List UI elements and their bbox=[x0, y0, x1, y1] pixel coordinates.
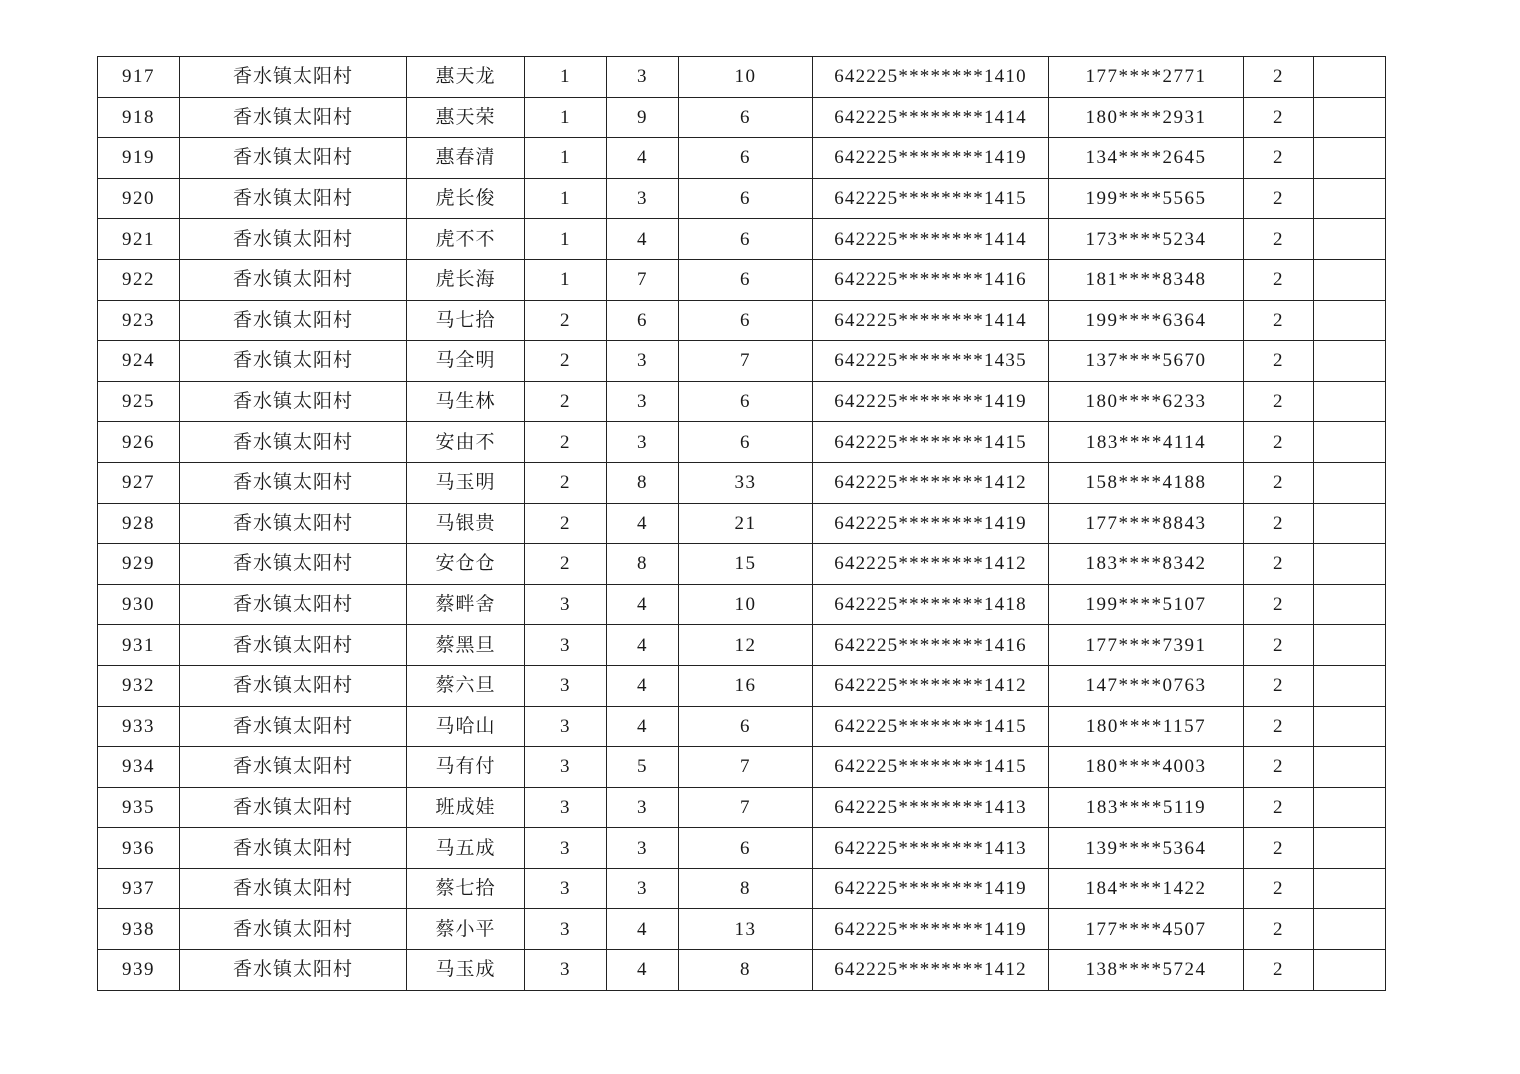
household-table bbox=[97, 56, 1386, 991]
id-number-cell: 642225********1412 bbox=[813, 950, 1049, 991]
table-row bbox=[98, 503, 1386, 544]
household-size-cell: 3 bbox=[607, 868, 679, 909]
name-cell: 虎不不 bbox=[407, 219, 525, 260]
household-size-cell: 4 bbox=[607, 909, 679, 950]
household-size-cell: 4 bbox=[607, 219, 679, 260]
group-cell: 2 bbox=[525, 422, 607, 463]
table-row bbox=[98, 909, 1386, 950]
phone-cell: 147****0763 bbox=[1049, 665, 1244, 706]
group-cell: 1 bbox=[525, 178, 607, 219]
village-cell: 香水镇太阳村 bbox=[180, 219, 407, 260]
household-size-cell: 3 bbox=[607, 828, 679, 869]
table-row bbox=[98, 868, 1386, 909]
id-number-cell: 642225********1414 bbox=[813, 219, 1049, 260]
row-number-cell: 920 bbox=[98, 178, 180, 219]
group-cell: 3 bbox=[525, 868, 607, 909]
count-cell: 2 bbox=[1244, 381, 1314, 422]
table-row bbox=[98, 97, 1386, 138]
phone-cell: 180****1157 bbox=[1049, 706, 1244, 747]
value-cell: 6 bbox=[679, 706, 813, 747]
phone-cell: 199****5107 bbox=[1049, 584, 1244, 625]
village-cell: 香水镇太阳村 bbox=[180, 950, 407, 991]
count-cell: 2 bbox=[1244, 909, 1314, 950]
note-cell bbox=[1314, 584, 1386, 625]
note-cell bbox=[1314, 97, 1386, 138]
phone-cell: 183****5119 bbox=[1049, 787, 1244, 828]
row-number-cell: 924 bbox=[98, 341, 180, 382]
table-row bbox=[98, 178, 1386, 219]
id-number-cell: 642225********1412 bbox=[813, 462, 1049, 503]
household-size-cell: 4 bbox=[607, 138, 679, 179]
value-cell: 7 bbox=[679, 747, 813, 788]
count-cell: 2 bbox=[1244, 544, 1314, 585]
note-cell bbox=[1314, 503, 1386, 544]
row-number-cell: 932 bbox=[98, 665, 180, 706]
note-cell bbox=[1314, 747, 1386, 788]
village-cell: 香水镇太阳村 bbox=[180, 138, 407, 179]
household-size-cell: 5 bbox=[607, 747, 679, 788]
note-cell bbox=[1314, 57, 1386, 98]
value-cell: 6 bbox=[679, 300, 813, 341]
note-cell bbox=[1314, 178, 1386, 219]
phone-cell: 180****2931 bbox=[1049, 97, 1244, 138]
count-cell: 2 bbox=[1244, 259, 1314, 300]
village-cell: 香水镇太阳村 bbox=[180, 787, 407, 828]
note-cell bbox=[1314, 219, 1386, 260]
note-cell bbox=[1314, 625, 1386, 666]
name-cell: 惠春清 bbox=[407, 138, 525, 179]
note-cell bbox=[1314, 462, 1386, 503]
household-size-cell: 3 bbox=[607, 341, 679, 382]
table-row bbox=[98, 706, 1386, 747]
value-cell: 10 bbox=[679, 57, 813, 98]
name-cell: 蔡畔舍 bbox=[407, 584, 525, 625]
phone-cell: 177****4507 bbox=[1049, 909, 1244, 950]
note-cell bbox=[1314, 828, 1386, 869]
phone-cell: 177****8843 bbox=[1049, 503, 1244, 544]
name-cell: 安由不 bbox=[407, 422, 525, 463]
value-cell: 15 bbox=[679, 544, 813, 585]
household-size-cell: 6 bbox=[607, 300, 679, 341]
name-cell: 蔡七拾 bbox=[407, 868, 525, 909]
row-number-cell: 935 bbox=[98, 787, 180, 828]
table-row bbox=[98, 747, 1386, 788]
household-size-cell: 3 bbox=[607, 787, 679, 828]
count-cell: 2 bbox=[1244, 462, 1314, 503]
id-number-cell: 642225********1416 bbox=[813, 259, 1049, 300]
group-cell: 3 bbox=[525, 706, 607, 747]
id-number-cell: 642225********1412 bbox=[813, 544, 1049, 585]
village-cell: 香水镇太阳村 bbox=[180, 462, 407, 503]
value-cell: 8 bbox=[679, 868, 813, 909]
count-cell: 2 bbox=[1244, 584, 1314, 625]
phone-cell: 177****7391 bbox=[1049, 625, 1244, 666]
row-number-cell: 927 bbox=[98, 462, 180, 503]
group-cell: 3 bbox=[525, 909, 607, 950]
village-cell: 香水镇太阳村 bbox=[180, 381, 407, 422]
village-cell: 香水镇太阳村 bbox=[180, 909, 407, 950]
value-cell: 7 bbox=[679, 787, 813, 828]
count-cell: 2 bbox=[1244, 422, 1314, 463]
village-cell: 香水镇太阳村 bbox=[180, 178, 407, 219]
id-number-cell: 642225********1415 bbox=[813, 706, 1049, 747]
village-cell: 香水镇太阳村 bbox=[180, 544, 407, 585]
id-number-cell: 642225********1419 bbox=[813, 138, 1049, 179]
table-row bbox=[98, 544, 1386, 585]
household-size-cell: 4 bbox=[607, 625, 679, 666]
phone-cell: 180****6233 bbox=[1049, 381, 1244, 422]
count-cell: 2 bbox=[1244, 787, 1314, 828]
note-cell bbox=[1314, 259, 1386, 300]
note-cell bbox=[1314, 341, 1386, 382]
phone-cell: 184****1422 bbox=[1049, 868, 1244, 909]
value-cell: 8 bbox=[679, 950, 813, 991]
row-number-cell: 936 bbox=[98, 828, 180, 869]
note-cell bbox=[1314, 787, 1386, 828]
name-cell: 马玉成 bbox=[407, 950, 525, 991]
count-cell: 2 bbox=[1244, 868, 1314, 909]
id-number-cell: 642225********1410 bbox=[813, 57, 1049, 98]
household-size-cell: 9 bbox=[607, 97, 679, 138]
phone-cell: 180****4003 bbox=[1049, 747, 1244, 788]
value-cell: 12 bbox=[679, 625, 813, 666]
table-row bbox=[98, 219, 1386, 260]
household-size-cell: 3 bbox=[607, 57, 679, 98]
name-cell: 马全明 bbox=[407, 341, 525, 382]
row-number-cell: 928 bbox=[98, 503, 180, 544]
row-number-cell: 921 bbox=[98, 219, 180, 260]
row-number-cell: 930 bbox=[98, 584, 180, 625]
note-cell bbox=[1314, 422, 1386, 463]
village-cell: 香水镇太阳村 bbox=[180, 341, 407, 382]
group-cell: 2 bbox=[525, 503, 607, 544]
household-size-cell: 3 bbox=[607, 381, 679, 422]
id-number-cell: 642225********1419 bbox=[813, 503, 1049, 544]
phone-cell: 158****4188 bbox=[1049, 462, 1244, 503]
table-body bbox=[98, 57, 1386, 991]
value-cell: 6 bbox=[679, 259, 813, 300]
note-cell bbox=[1314, 909, 1386, 950]
table-row bbox=[98, 787, 1386, 828]
document-page bbox=[97, 56, 1386, 991]
group-cell: 1 bbox=[525, 219, 607, 260]
note-cell bbox=[1314, 544, 1386, 585]
name-cell: 马银贵 bbox=[407, 503, 525, 544]
group-cell: 3 bbox=[525, 828, 607, 869]
name-cell: 班成娃 bbox=[407, 787, 525, 828]
note-cell bbox=[1314, 950, 1386, 991]
village-cell: 香水镇太阳村 bbox=[180, 665, 407, 706]
value-cell: 33 bbox=[679, 462, 813, 503]
table-row bbox=[98, 381, 1386, 422]
village-cell: 香水镇太阳村 bbox=[180, 259, 407, 300]
value-cell: 6 bbox=[679, 178, 813, 219]
id-number-cell: 642225********1416 bbox=[813, 625, 1049, 666]
table-row bbox=[98, 57, 1386, 98]
row-number-cell: 938 bbox=[98, 909, 180, 950]
name-cell: 蔡六旦 bbox=[407, 665, 525, 706]
table-row bbox=[98, 950, 1386, 991]
group-cell: 1 bbox=[525, 138, 607, 179]
phone-cell: 199****6364 bbox=[1049, 300, 1244, 341]
name-cell: 马七拾 bbox=[407, 300, 525, 341]
household-size-cell: 4 bbox=[607, 584, 679, 625]
id-number-cell: 642225********1414 bbox=[813, 97, 1049, 138]
table-row bbox=[98, 138, 1386, 179]
phone-cell: 183****8342 bbox=[1049, 544, 1244, 585]
phone-cell: 183****4114 bbox=[1049, 422, 1244, 463]
household-size-cell: 3 bbox=[607, 178, 679, 219]
group-cell: 3 bbox=[525, 950, 607, 991]
id-number-cell: 642225********1415 bbox=[813, 747, 1049, 788]
group-cell: 3 bbox=[525, 584, 607, 625]
name-cell: 马五成 bbox=[407, 828, 525, 869]
group-cell: 1 bbox=[525, 57, 607, 98]
count-cell: 2 bbox=[1244, 341, 1314, 382]
row-number-cell: 933 bbox=[98, 706, 180, 747]
village-cell: 香水镇太阳村 bbox=[180, 868, 407, 909]
count-cell: 2 bbox=[1244, 219, 1314, 260]
note-cell bbox=[1314, 300, 1386, 341]
value-cell: 10 bbox=[679, 584, 813, 625]
group-cell: 3 bbox=[525, 747, 607, 788]
id-number-cell: 642225********1435 bbox=[813, 341, 1049, 382]
name-cell: 蔡小平 bbox=[407, 909, 525, 950]
group-cell: 2 bbox=[525, 381, 607, 422]
value-cell: 6 bbox=[679, 219, 813, 260]
village-cell: 香水镇太阳村 bbox=[180, 97, 407, 138]
value-cell: 6 bbox=[679, 828, 813, 869]
note-cell bbox=[1314, 706, 1386, 747]
village-cell: 香水镇太阳村 bbox=[180, 706, 407, 747]
table-row bbox=[98, 665, 1386, 706]
household-size-cell: 4 bbox=[607, 706, 679, 747]
row-number-cell: 929 bbox=[98, 544, 180, 585]
row-number-cell: 925 bbox=[98, 381, 180, 422]
value-cell: 7 bbox=[679, 341, 813, 382]
phone-cell: 139****5364 bbox=[1049, 828, 1244, 869]
name-cell: 虎长海 bbox=[407, 259, 525, 300]
household-size-cell: 7 bbox=[607, 259, 679, 300]
name-cell: 马玉明 bbox=[407, 462, 525, 503]
count-cell: 2 bbox=[1244, 706, 1314, 747]
household-size-cell: 3 bbox=[607, 422, 679, 463]
id-number-cell: 642225********1414 bbox=[813, 300, 1049, 341]
id-number-cell: 642225********1413 bbox=[813, 787, 1049, 828]
id-number-cell: 642225********1418 bbox=[813, 584, 1049, 625]
count-cell: 2 bbox=[1244, 300, 1314, 341]
count-cell: 2 bbox=[1244, 747, 1314, 788]
row-number-cell: 917 bbox=[98, 57, 180, 98]
group-cell: 2 bbox=[525, 300, 607, 341]
row-number-cell: 931 bbox=[98, 625, 180, 666]
count-cell: 2 bbox=[1244, 57, 1314, 98]
name-cell: 安仓仓 bbox=[407, 544, 525, 585]
group-cell: 3 bbox=[525, 625, 607, 666]
note-cell bbox=[1314, 868, 1386, 909]
phone-cell: 138****5724 bbox=[1049, 950, 1244, 991]
count-cell: 2 bbox=[1244, 138, 1314, 179]
id-number-cell: 642225********1419 bbox=[813, 909, 1049, 950]
row-number-cell: 922 bbox=[98, 259, 180, 300]
row-number-cell: 934 bbox=[98, 747, 180, 788]
group-cell: 1 bbox=[525, 259, 607, 300]
row-number-cell: 919 bbox=[98, 138, 180, 179]
table-row bbox=[98, 828, 1386, 869]
household-size-cell: 4 bbox=[607, 950, 679, 991]
row-number-cell: 926 bbox=[98, 422, 180, 463]
note-cell bbox=[1314, 665, 1386, 706]
village-cell: 香水镇太阳村 bbox=[180, 828, 407, 869]
id-number-cell: 642225********1412 bbox=[813, 665, 1049, 706]
value-cell: 16 bbox=[679, 665, 813, 706]
group-cell: 1 bbox=[525, 97, 607, 138]
phone-cell: 137****5670 bbox=[1049, 341, 1244, 382]
name-cell: 蔡黑旦 bbox=[407, 625, 525, 666]
phone-cell: 177****2771 bbox=[1049, 57, 1244, 98]
id-number-cell: 642225********1419 bbox=[813, 868, 1049, 909]
name-cell: 惠天龙 bbox=[407, 57, 525, 98]
phone-cell: 199****5565 bbox=[1049, 178, 1244, 219]
table-row bbox=[98, 341, 1386, 382]
group-cell: 2 bbox=[525, 544, 607, 585]
name-cell: 马生林 bbox=[407, 381, 525, 422]
count-cell: 2 bbox=[1244, 828, 1314, 869]
name-cell: 惠天荣 bbox=[407, 97, 525, 138]
id-number-cell: 642225********1419 bbox=[813, 381, 1049, 422]
village-cell: 香水镇太阳村 bbox=[180, 57, 407, 98]
table-row bbox=[98, 422, 1386, 463]
household-size-cell: 4 bbox=[607, 503, 679, 544]
note-cell bbox=[1314, 381, 1386, 422]
name-cell: 马哈山 bbox=[407, 706, 525, 747]
id-number-cell: 642225********1415 bbox=[813, 422, 1049, 463]
household-size-cell: 8 bbox=[607, 544, 679, 585]
phone-cell: 134****2645 bbox=[1049, 138, 1244, 179]
village-cell: 香水镇太阳村 bbox=[180, 747, 407, 788]
value-cell: 21 bbox=[679, 503, 813, 544]
group-cell: 3 bbox=[525, 787, 607, 828]
table-row bbox=[98, 625, 1386, 666]
value-cell: 6 bbox=[679, 138, 813, 179]
row-number-cell: 923 bbox=[98, 300, 180, 341]
household-size-cell: 8 bbox=[607, 462, 679, 503]
count-cell: 2 bbox=[1244, 97, 1314, 138]
table-row bbox=[98, 462, 1386, 503]
table-row bbox=[98, 259, 1386, 300]
id-number-cell: 642225********1413 bbox=[813, 828, 1049, 869]
village-cell: 香水镇太阳村 bbox=[180, 625, 407, 666]
note-cell bbox=[1314, 138, 1386, 179]
group-cell: 2 bbox=[525, 341, 607, 382]
value-cell: 6 bbox=[679, 422, 813, 463]
village-cell: 香水镇太阳村 bbox=[180, 422, 407, 463]
value-cell: 13 bbox=[679, 909, 813, 950]
household-size-cell: 4 bbox=[607, 665, 679, 706]
row-number-cell: 918 bbox=[98, 97, 180, 138]
name-cell: 虎长俊 bbox=[407, 178, 525, 219]
count-cell: 2 bbox=[1244, 950, 1314, 991]
row-number-cell: 937 bbox=[98, 868, 180, 909]
village-cell: 香水镇太阳村 bbox=[180, 584, 407, 625]
table-row bbox=[98, 584, 1386, 625]
group-cell: 2 bbox=[525, 462, 607, 503]
value-cell: 6 bbox=[679, 97, 813, 138]
phone-cell: 173****5234 bbox=[1049, 219, 1244, 260]
id-number-cell: 642225********1415 bbox=[813, 178, 1049, 219]
name-cell: 马有付 bbox=[407, 747, 525, 788]
value-cell: 6 bbox=[679, 381, 813, 422]
count-cell: 2 bbox=[1244, 665, 1314, 706]
group-cell: 3 bbox=[525, 665, 607, 706]
village-cell: 香水镇太阳村 bbox=[180, 300, 407, 341]
table-row bbox=[98, 300, 1386, 341]
village-cell: 香水镇太阳村 bbox=[180, 503, 407, 544]
row-number-cell: 939 bbox=[98, 950, 180, 991]
count-cell: 2 bbox=[1244, 503, 1314, 544]
count-cell: 2 bbox=[1244, 178, 1314, 219]
phone-cell: 181****8348 bbox=[1049, 259, 1244, 300]
count-cell: 2 bbox=[1244, 625, 1314, 666]
